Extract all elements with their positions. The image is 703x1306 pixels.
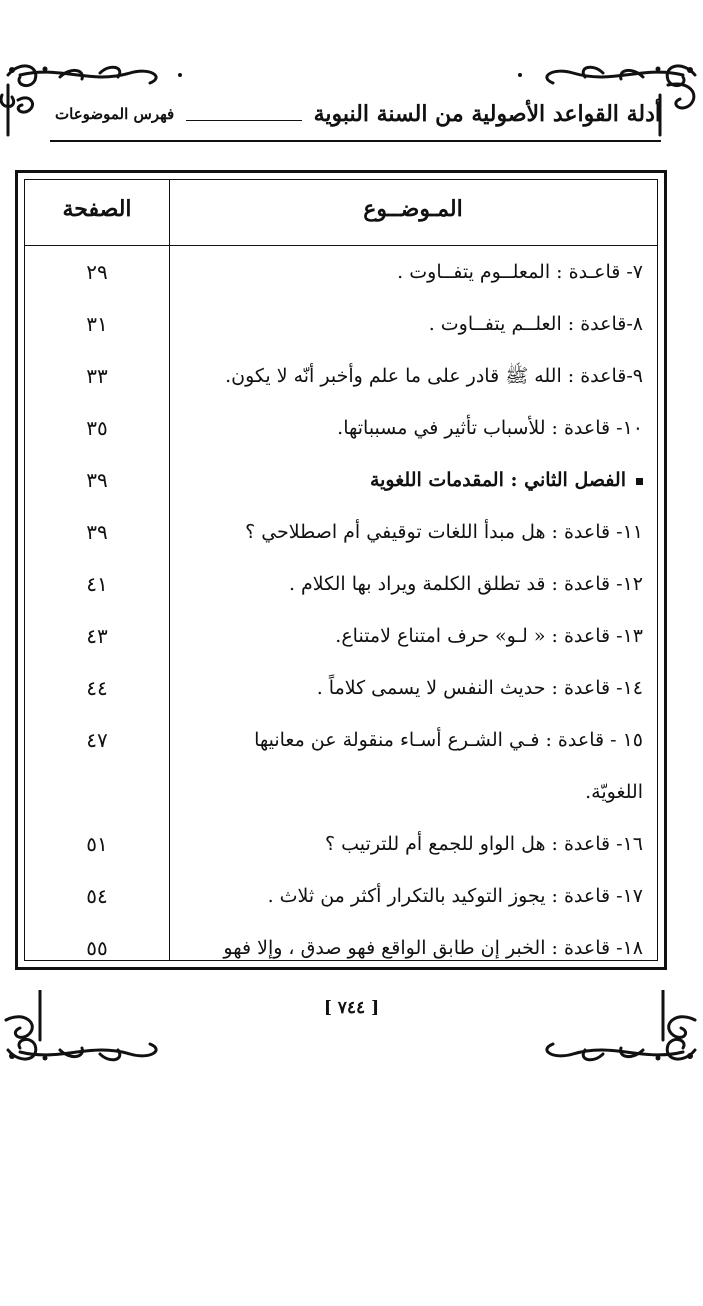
toc-entry-title: ١٦- قاعدة : هل الواو للجمع أم للترتيب ؟ bbox=[325, 833, 643, 855]
toc-entry-continuation: اللغويّة. bbox=[585, 781, 643, 803]
toc-entry-title: ١٠- قاعدة : للأسباب تأثير في مسبباتها. bbox=[337, 417, 643, 439]
toc-entry-page: ٥٥ bbox=[86, 936, 108, 960]
toc-entry-title: ١٢- قاعدة : قد تطلق الكلمة ويراد بها الكلام . bbox=[288, 573, 643, 595]
toc-row bbox=[25, 610, 657, 662]
toc-entry-title: ٧- قاعـدة : المعلــوم يتفــاوت . bbox=[397, 261, 643, 283]
toc-entry-page: ٥٤ bbox=[86, 884, 108, 908]
section-title: فهرس الموضوعات bbox=[55, 105, 175, 123]
bottom-ornament bbox=[0, 990, 703, 1080]
toc-entry-page: ٤٧ bbox=[86, 728, 108, 752]
toc-entry-page: ٣٩ bbox=[86, 520, 108, 544]
bullet-icon bbox=[636, 478, 643, 485]
toc-entry-title: ١٣- قاعدة : « لـو» حرف امتناع لامتناع. bbox=[335, 625, 643, 647]
toc-row bbox=[25, 922, 657, 974]
running-header bbox=[55, 94, 661, 134]
toc-row bbox=[25, 558, 657, 610]
toc-row bbox=[25, 246, 657, 298]
toc-entry-title: ١٤- قاعدة : حديث النفس لا يسمى كلاماً . bbox=[316, 677, 643, 699]
header-underline bbox=[50, 140, 661, 142]
toc-entry-title: ١٥ - قاعدة : فـي الشـرع أسـاء منقولة عن معانيها bbox=[254, 729, 643, 751]
toc-entry-page: ٣٩ bbox=[86, 468, 108, 492]
toc-chapter-row bbox=[25, 454, 657, 506]
toc-entry-page: ٥١ bbox=[86, 832, 108, 856]
header-rule bbox=[186, 120, 301, 121]
toc-entry-page: ٤٣ bbox=[86, 624, 108, 648]
toc-entry-page: ٣٣ bbox=[86, 364, 108, 388]
toc-entry-page: ٤٤ bbox=[86, 676, 108, 700]
toc-row bbox=[25, 506, 657, 558]
page-number: [ ٧٤٤ ] bbox=[323, 998, 380, 1018]
page-column-header: الصفحة bbox=[62, 196, 132, 222]
toc-row bbox=[25, 402, 657, 454]
subject-column-header: المـوضــوع bbox=[363, 196, 463, 222]
toc-entry-page: ٣١ bbox=[86, 312, 108, 336]
book-title: أدلة القواعد الأصولية من السنة النبوية bbox=[313, 101, 661, 127]
toc-entry-title: ١٧- قاعدة : يجوز التوكيد بالتكرار أكثر من ثلاث . bbox=[267, 885, 643, 907]
toc-entry-title: ١١- قاعدة : هل مبدأ اللغات توقيفي أم اصطلاحي ؟ bbox=[245, 521, 643, 543]
toc-rows bbox=[25, 246, 657, 960]
toc-row bbox=[25, 870, 657, 922]
toc-entry-page: ٤١ bbox=[86, 572, 108, 596]
toc-row bbox=[25, 350, 657, 402]
toc-entry-title: ٨-قاعدة : العلــم يتفــاوت . bbox=[428, 313, 643, 335]
toc-entry-page: ٢٩ bbox=[86, 260, 108, 284]
toc-row bbox=[25, 818, 657, 870]
toc-row bbox=[25, 298, 657, 350]
bottom-ornament-graphic bbox=[0, 990, 703, 1080]
toc-chapter-title bbox=[175, 454, 643, 506]
toc-entry-title: ٩-قاعدة : الله ﷺ قادر على ما علم وأخبر أنّه لا يكون. bbox=[225, 365, 643, 387]
chapter-title-text: الفصل الثاني : المقدمات اللغوية bbox=[369, 469, 626, 491]
toc-row bbox=[25, 714, 657, 766]
toc-entry-page: ٣٥ bbox=[86, 416, 108, 440]
toc-row bbox=[25, 662, 657, 714]
toc-inner-border bbox=[24, 179, 658, 961]
toc-table bbox=[15, 170, 667, 970]
toc-entry-title: ١٨- قاعدة : الخبر إن طابق الواقع فهو صدق ، وإلا فهو bbox=[223, 937, 643, 959]
